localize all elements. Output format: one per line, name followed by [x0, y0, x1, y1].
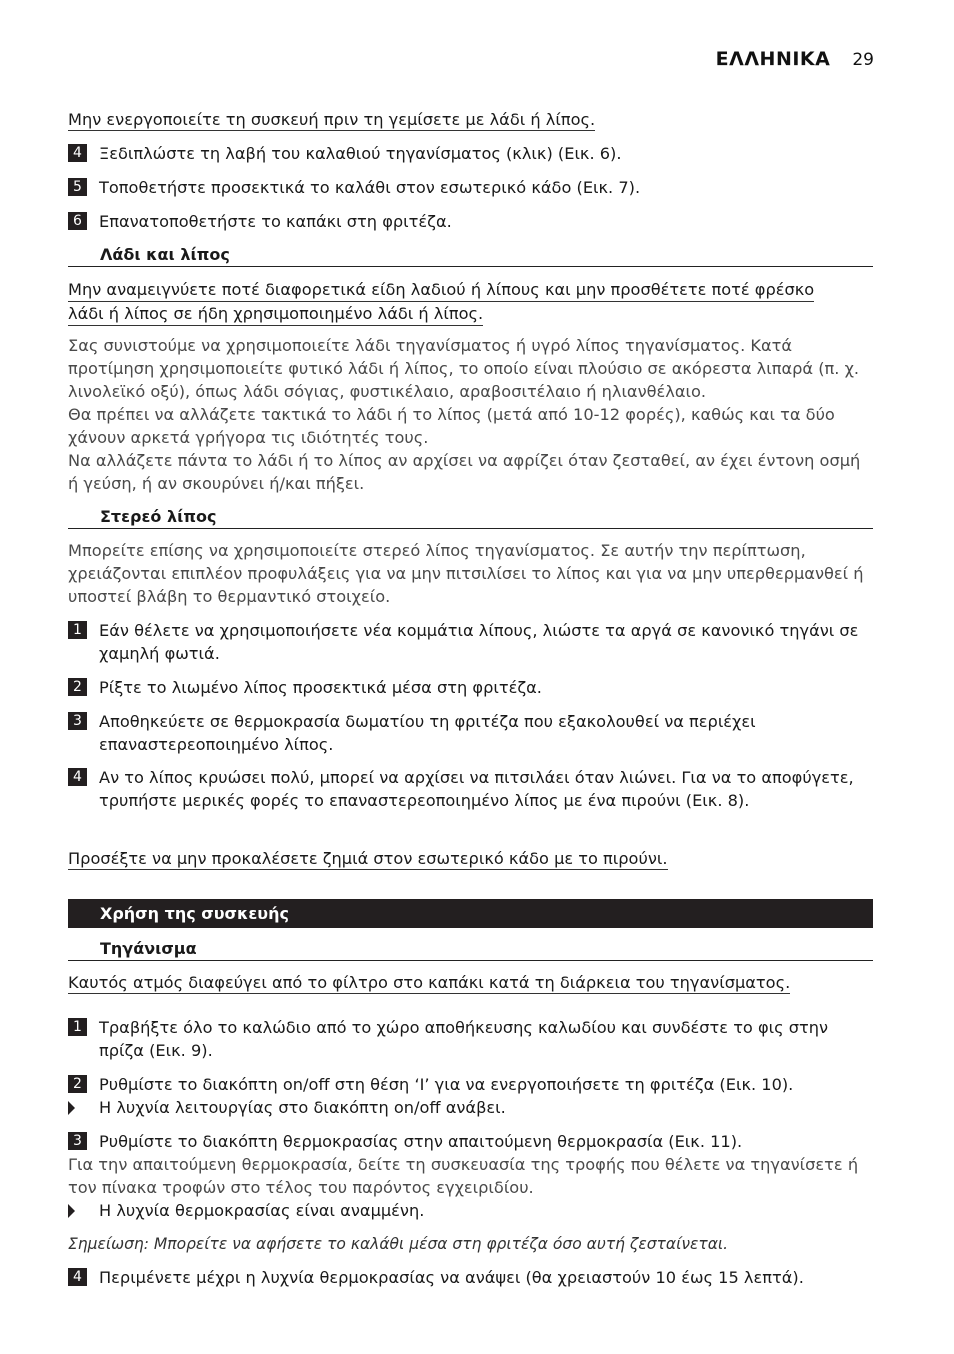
usage-step-3: 3 Ρυθμίστε το διακόπτη θερμοκρασίας στην απαιτούμενη θερμοκρασία (Εικ. 11). [68, 1130, 873, 1153]
section-bar-usage: Χρήση της συσκευής [68, 899, 873, 928]
bullet-triangle-icon [68, 1101, 75, 1115]
subheading-oil: Λάδι και λίπος [68, 244, 873, 267]
warning-fork: Προσέξτε να μην προκαλέσετε ζημιά στον εσωτερικό κάδο με το πιρούνι. [68, 849, 668, 868]
usage-bullet-1: Η λυχνία λειτουργίας στο διακόπτη on/off ανάβει. [68, 1096, 873, 1119]
solid-step-2: 2 Ρίξτε το λιωμένο λίπος προσεκτικά μέσα στη φριτέζα. [68, 676, 873, 699]
warning-no-oil: Μην ενεργοποιείτε τη συσκευή πριν τη γεμίσετε με λάδι ή λίπος. [68, 110, 596, 129]
usage-step-1: 1 Τραβήξτε όλο το καλώδιο από το χώρο αποθήκευσης καλωδίου και συνδέστε το φις στην πρίζα (Εικ. 9). [68, 1016, 873, 1062]
usage-step-2: 2 Ρυθμίστε το διακόπτη on/off στη θέση ‘I’ για να ενεργοποιήσετε τη φριτέζα (Εικ. 10). [68, 1073, 873, 1096]
solid-step-3: 3 Αποθηκεύετε σε θερμοκρασία δωματίου τη φριτέζα που εξακολουθεί να περιέχει επαναστερεοποιημένο λίπος. [68, 710, 873, 756]
temperature-paragraph: Για την απαιτούμενη θερμοκρασία, δείτε τη συσκευασία της τροφής που θέλετε να τηγανίσετε ή τον πίνακα τροφών στο τέλος του παρόντος εγχειριδίου. [68, 1155, 859, 1197]
note-basket: Σημείωση: Μπορείτε να αφήσετε το καλάθι μέσα στη φριτέζα όσο αυτή ζεσταίνεται. [68, 1235, 729, 1253]
step-5-place-basket: 5 Τοποθετήστε προσεκτικά το καλάθι στον εσωτερικό κάδο (Εικ. 7). [68, 176, 873, 199]
subheading-frying: Τηγάνισμα [68, 938, 873, 961]
usage-bullet-2: Η λυχνία θερμοκρασίας είναι αναμμένη. [68, 1199, 873, 1222]
warning-hot-steam: Καυτός ατμός διαφεύγει από το φίλτρο στο καπάκι κατά τη διάρκεια του τηγανίσματος. [68, 973, 791, 992]
step-4-unfold-handle: 4 Ξεδιπλώστε τη λαβή του καλαθιού τηγανίσματος (κλικ) (Εικ. 6). [68, 142, 873, 165]
oil-paragraph: Σας συνιστούμε να χρησιμοποιείτε λάδι τηγανίσματος ή υγρό λίπος τηγανίσματος. Κατά προτίμηση χρησιμοποιείτε φυτικό λάδι ή λίπος, το οποίο είναι πλούσιο σε ακόρεστα λιπαρά (π. χ. λινολεϊκό οξύ), όπως λάδι σόγιας, φυστικέλαιο, αραβοσιτέλαιο ή ηλιανθέλαιο. Θα πρέπει να αλλάζετε τακτικά το λάδι ή το λίπος (μετά από 10-12 φορές), καθώς και τα δύο χάνουν αρκετά γρήγορα τις ιδιότητές τους. Να αλλάζετε πάντα το λάδι ή το λίπος αν αρχίσει να αφρίζει όταν ζεσταθεί, αν έχει έντονη οσμή ή γεύση, ή αν σκουρύνει ή/και πήξει. [68, 336, 861, 493]
solid-step-1: 1 Εάν θέλετε να χρησιμοποιήσετε νέα κομμάτια λίπους, λιώστε τα αργά σε κανονικό τηγάνι σε χαμηλή φωτιά. [68, 619, 873, 665]
solid-fat-paragraph: Μπορείτε επίσης να χρησιμοποιείτε στερεό λίπος τηγανίσματος. Σε αυτήν την περίπτωση, χρειάζονται επιπλέον προφυλάξεις για να μην πιτσιλίσει το λίπος και για να μην υπερθερμανθεί ή υποστεί βλάβη το θερμαντικό στοιχείο. [68, 541, 864, 606]
language-label: ΕΛΛΗΝΙΚΑ [715, 48, 831, 70]
subheading-solid-fat: Στερεό λίπος [68, 506, 873, 529]
bullet-triangle-icon [68, 1204, 75, 1218]
page-header [716, 48, 874, 70]
usage-step-4: 4 Περιμένετε μέχρι η λυχνία θερμοκρασίας να ανάψει (θα χρειαστούν 10 έως 15 λεπτά). [68, 1266, 873, 1289]
solid-step-4: 4 Αν το λίπος κρυώσει πολύ, μπορεί να αρχίσει να πιτσιλάει όταν λιώνει. Για να το αποφύγετε, τρυπήστε μερικές φορές το επαναστερεοποιημένο λίπος με ένα πιρούνι (Εικ. 8). [68, 766, 873, 812]
warning-oil-mix: Μην αναμειγνύετε ποτέ διαφορετικά είδη λαδιού ή λίπους και μην προσθέτετε ποτέ φρέσκο λάδι ή λίπος σε ήδη χρησιμοποιημένο λάδι ή λίπος. [68, 278, 873, 326]
step-6-replace-lid: 6 Επανατοποθετήστε το καπάκι στη φριτέζα. [68, 210, 873, 233]
page-number: 29 [852, 50, 874, 70]
